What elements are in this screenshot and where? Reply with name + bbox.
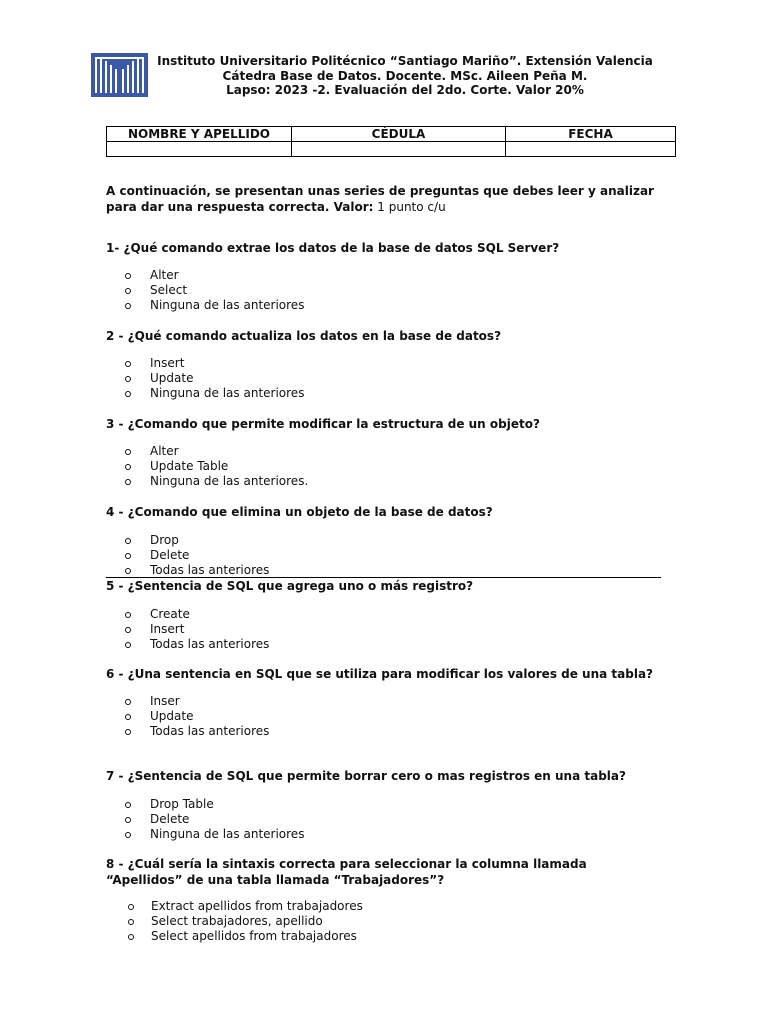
option-item[interactable]: [125, 637, 269, 652]
option-label: Ninguna de las anteriores.: [150, 474, 309, 489]
option-item[interactable]: [128, 929, 363, 944]
circle-bullet-icon: [125, 464, 131, 470]
institution-logo: [91, 53, 148, 97]
option-label: Select apellidos from trabajadores: [151, 929, 357, 944]
option-label: Delete: [150, 548, 190, 563]
option-label: Todas las anteriores: [150, 637, 270, 652]
option-list: [125, 797, 304, 843]
option-item[interactable]: [125, 444, 308, 459]
option-label: Drop: [150, 533, 179, 547]
question-title: 2 - ¿Qué comando actualiza los datos en la base de datos?: [106, 329, 502, 343]
question-title: 1- ¿Qué comando extrae los datos de la base de datos SQL Server?: [106, 241, 560, 255]
option-item[interactable]: [125, 386, 304, 401]
circle-bullet-icon: [125, 714, 131, 720]
circle-bullet-icon: [125, 802, 131, 808]
option-item[interactable]: [125, 356, 304, 371]
instructions: [106, 183, 668, 215]
option-item[interactable]: [125, 268, 304, 283]
option-item[interactable]: [125, 371, 304, 386]
circle-bullet-icon: [128, 904, 134, 910]
circle-bullet-icon: [125, 568, 131, 574]
option-item[interactable]: [125, 548, 269, 563]
instructions-text: A continuación, se presentan unas series de preguntas que debes leer y analizar para dar una respuesta correcta. Valor:: [106, 184, 654, 214]
circle-bullet-icon: [125, 553, 131, 559]
id-value-cell[interactable]: [292, 142, 506, 157]
instructions-value: 1 punto c/u: [373, 200, 446, 214]
option-label: Ninguna de las anteriores: [150, 298, 305, 313]
option-item[interactable]: [125, 607, 269, 622]
option-label: Update: [150, 371, 194, 386]
circle-bullet-icon: [125, 376, 131, 382]
option-label: Delete: [150, 812, 190, 827]
option-item[interactable]: [125, 812, 304, 827]
question-title: 3 - ¿Comando que permite modificar la estructura de un objeto?: [106, 417, 540, 431]
circle-bullet-icon: [128, 919, 134, 925]
option-list: [125, 268, 304, 314]
option-item[interactable]: [125, 533, 269, 548]
option-label: Insert: [150, 356, 185, 370]
circle-bullet-icon: [125, 361, 131, 367]
option-label: Drop Table: [150, 797, 214, 811]
document-header: [150, 54, 660, 98]
option-item[interactable]: [128, 914, 363, 929]
student-info-table: [106, 126, 676, 157]
circle-bullet-icon: [125, 288, 131, 294]
option-list: [125, 356, 304, 402]
circle-bullet-icon: [125, 538, 131, 544]
option-label: Insert: [150, 622, 185, 637]
circle-bullet-icon: [125, 303, 131, 309]
option-item[interactable]: [125, 797, 304, 812]
circle-bullet-icon: [125, 729, 131, 735]
header-institution: Instituto Universitario Politécnico “Santiago Mariño”. Extensión Valencia: [157, 54, 653, 68]
option-list: [125, 444, 308, 490]
question-title: 7 - ¿Sentencia de SQL que permite borrar cero o mas registros en una tabla?: [106, 769, 626, 783]
option-item[interactable]: [125, 283, 304, 298]
option-item[interactable]: [125, 827, 304, 842]
circle-bullet-icon: [125, 699, 131, 705]
option-label: Todas las anteriores: [150, 724, 270, 739]
question-title: 5 - ¿Sentencia de SQL que agrega uno o más registro?: [106, 579, 474, 593]
option-item[interactable]: [125, 622, 269, 637]
circle-bullet-icon: [125, 273, 131, 279]
circle-bullet-icon: [125, 832, 131, 838]
option-label: Select: [150, 283, 188, 298]
option-label: Update: [150, 709, 194, 724]
option-item[interactable]: [125, 474, 308, 489]
option-label: Select trabajadores, apellido: [151, 914, 323, 929]
option-item[interactable]: [125, 709, 269, 724]
option-list: [125, 607, 269, 653]
option-label: Alter: [150, 444, 179, 458]
option-label: Inser: [150, 694, 180, 708]
date-value-cell[interactable]: [506, 142, 676, 157]
option-list: [125, 694, 269, 740]
option-item[interactable]: [125, 694, 269, 709]
circle-bullet-icon: [128, 934, 134, 940]
question-title: 4 - ¿Comando que elimina un objeto de la base de datos?: [106, 505, 493, 519]
question-title: 8 - ¿Cuál sería la sintaxis correcta para seleccionar la columna llamada “Apellidos” de una tabla llamada “Trabajadores”?: [106, 857, 587, 887]
circle-bullet-icon: [125, 627, 131, 633]
header-course: Cátedra Base de Datos. Docente. MSc. Aileen Peña M.: [222, 68, 588, 83]
option-label: Create: [150, 607, 190, 621]
circle-bullet-icon: [125, 817, 131, 823]
option-label: Ninguna de las anteriores: [150, 827, 305, 842]
option-label: Ninguna de las anteriores: [150, 386, 305, 401]
option-label: Alter: [150, 268, 179, 282]
question-title: 6 - ¿Una sentencia en SQL que se utiliza para modificar los valores de una tabla?: [106, 667, 653, 681]
circle-bullet-icon: [125, 612, 131, 618]
option-list: [125, 533, 269, 579]
option-label: Todas las anteriores: [150, 563, 270, 578]
header-period: Lapso: 2023 -2. Evaluación del 2do. Corte. Valor 20%: [226, 83, 584, 97]
circle-bullet-icon: [125, 479, 131, 485]
option-item[interactable]: [128, 899, 363, 914]
circle-bullet-icon: [125, 449, 131, 455]
circle-bullet-icon: [125, 642, 131, 648]
option-label: Extract apellidos from trabajadores: [151, 899, 363, 913]
date-header: FECHA: [506, 127, 676, 142]
option-label: Update Table: [150, 459, 229, 474]
id-header: CÉDULA: [292, 127, 506, 142]
circle-bullet-icon: [125, 391, 131, 397]
option-item[interactable]: [125, 459, 308, 474]
name-header: NOMBRE Y APELLIDO: [107, 127, 292, 142]
name-value-cell[interactable]: [107, 142, 292, 157]
option-list: [128, 899, 363, 945]
option-item[interactable]: [125, 724, 269, 739]
option-item[interactable]: [125, 298, 304, 313]
info-table-header-row: [107, 127, 676, 142]
info-table-value-row: [107, 142, 676, 157]
